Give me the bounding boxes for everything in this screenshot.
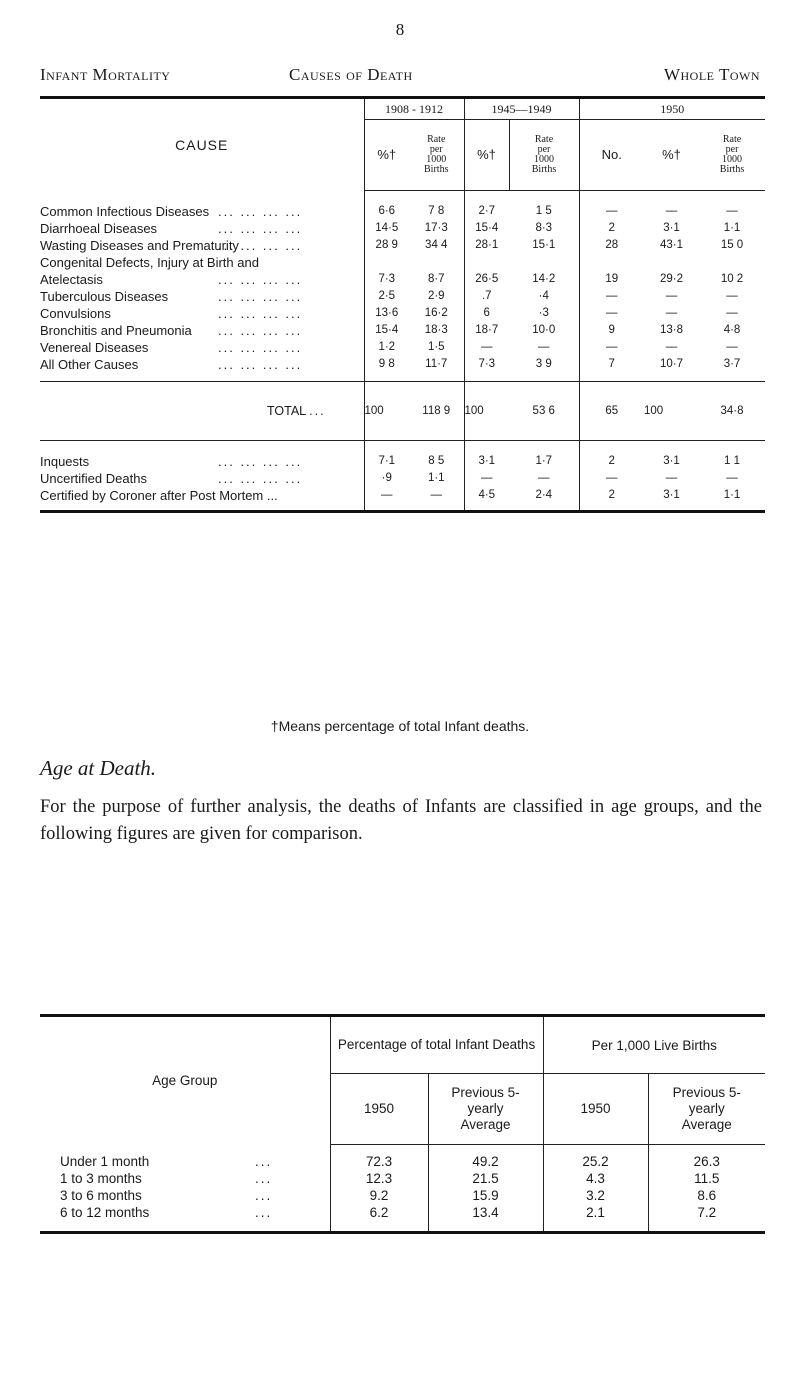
table-cell: 1·7 xyxy=(509,453,579,470)
table-cell: 34 4 xyxy=(409,237,464,254)
table-cell: 1 1 xyxy=(724,455,741,467)
table-cell: 3·1 xyxy=(478,455,496,467)
table-cell: 18·3 xyxy=(409,322,464,339)
table-cell xyxy=(364,254,409,271)
table-cell: 2.1 xyxy=(543,1204,648,1221)
table-cell: 28·1 xyxy=(475,239,499,251)
table-cell: ·3 xyxy=(509,305,579,322)
table-cell: — xyxy=(726,307,738,319)
table-cell xyxy=(409,254,464,271)
table-cell: 2·9 xyxy=(409,288,464,305)
table-cell xyxy=(644,254,699,271)
table-cell: 6.2 xyxy=(330,1204,428,1221)
table-cell: — xyxy=(726,290,738,302)
table-cell: 6 xyxy=(483,307,490,319)
table-cell xyxy=(579,254,644,271)
extra-rows xyxy=(40,453,765,504)
table-cell: ·4 xyxy=(509,288,579,305)
table-cell: — xyxy=(481,472,493,484)
table-cell: 10·0 xyxy=(509,322,579,339)
table-row xyxy=(40,1153,765,1170)
row-label: Congenital Defects, Injury at Birth and xyxy=(40,254,364,271)
table-cell: 7.2 xyxy=(697,1204,717,1220)
table-row xyxy=(40,322,765,339)
table-cell: 2 xyxy=(608,222,615,234)
age-group-header: Age Group xyxy=(40,1016,330,1145)
period-header-1908-1912: 1908 - 1912 xyxy=(364,98,464,120)
footnote: †Means percentage of total Infant deaths. xyxy=(270,718,530,734)
table-cell xyxy=(464,254,509,271)
row-label: Atelectasis ... ... ... ... xyxy=(40,271,364,288)
table-cell: — xyxy=(665,472,678,484)
table-cell: 19 xyxy=(605,273,619,285)
section-title: Age at Death. xyxy=(40,756,157,780)
table-cell: 72.3 xyxy=(330,1153,428,1170)
table-cell: 100 xyxy=(364,382,409,441)
table-cell: 8.6 xyxy=(697,1187,717,1203)
table-cell: — xyxy=(606,341,618,353)
table-cell: — xyxy=(606,205,618,217)
table-row xyxy=(40,1187,765,1204)
row-label: Convulsions ... ... ... ... xyxy=(40,305,364,322)
causes-of-death-table xyxy=(40,96,765,513)
table-cell: 7 xyxy=(608,358,615,370)
table-cell: — xyxy=(606,290,618,302)
table-cell: 4·8 xyxy=(723,324,741,336)
table-cell: .7 xyxy=(481,290,492,302)
table-cell: — xyxy=(665,341,678,353)
table-cell: 3 9 xyxy=(509,356,579,373)
table-row xyxy=(40,254,765,271)
table-cell: 7·3 xyxy=(378,273,396,285)
table-cell: 34·8 xyxy=(699,382,765,441)
rate-header: Rate per 1000 Births xyxy=(699,120,765,191)
heading-causes-of-death: Causes of Death xyxy=(289,65,413,84)
table-cell: 8·7 xyxy=(409,271,464,288)
age-rows xyxy=(40,1153,765,1221)
table-cell: — xyxy=(665,205,678,217)
table-cell: 49.2 xyxy=(428,1153,543,1170)
heading-whole-town: Whole Town xyxy=(663,65,760,84)
row-label: Certified by Coroner after Post Mortem ... xyxy=(40,487,364,504)
previous-average-header: Previous 5-yearly Average xyxy=(648,1074,765,1145)
table-cell: 7 8 xyxy=(409,203,464,220)
table-cell: — xyxy=(665,307,678,319)
table-cell: — xyxy=(606,472,618,484)
table-cell: — xyxy=(665,290,678,302)
table-row xyxy=(40,356,765,373)
table-cell: 15.9 xyxy=(428,1187,543,1204)
table-cell: 7·3 xyxy=(478,358,496,370)
total-label: TOTAL ... xyxy=(40,382,364,441)
table-cell: 1 5 xyxy=(509,203,579,220)
table-cell: 2·5 xyxy=(378,290,396,302)
table-cell: 118 9 xyxy=(409,382,464,441)
table-cell: 4.3 xyxy=(543,1170,648,1187)
period-header-1950: 1950 xyxy=(579,98,765,120)
year-1950-header: 1950 xyxy=(330,1074,428,1145)
row-label: Tuberculous Diseases ... ... ... ... xyxy=(40,288,364,305)
page-number: 8 xyxy=(395,20,405,39)
table-cell: 15·4 xyxy=(475,222,499,234)
table-cell: 14·2 xyxy=(509,271,579,288)
table-cell: — xyxy=(726,472,738,484)
table-cell: 2·7 xyxy=(478,205,496,217)
table-cell: 65 xyxy=(579,382,644,441)
table-cell: 2·4 xyxy=(509,487,579,504)
table-cell: 18·7 xyxy=(475,324,499,336)
table-cell: 16·2 xyxy=(409,305,464,322)
table-cell: — xyxy=(726,205,738,217)
table-cell: 43·1 xyxy=(659,239,684,251)
rate-header: Rate per 1000 Births xyxy=(509,120,579,191)
table-cell: 8 5 xyxy=(409,453,464,470)
table-cell: 3·1 xyxy=(663,455,680,467)
row-label: Inquests ... ... ... ... xyxy=(40,453,364,470)
row-label: Wasting Diseases and Prematurity ... ... ... ... xyxy=(40,237,364,254)
table-cell: 1·2 xyxy=(378,341,396,353)
table-cell: 25.2 xyxy=(543,1153,648,1170)
table-row xyxy=(40,220,765,237)
per-1000-header: Per 1,000 Live Births xyxy=(543,1016,765,1074)
section-paragraph: For the purpose of further analysis, the deaths of Infants are classified in age groups, and the following figures are given for comparison. xyxy=(40,797,762,844)
table-cell: 1·5 xyxy=(409,339,464,356)
table-row xyxy=(40,203,765,220)
pct-header: %† xyxy=(364,120,409,191)
table-cell: 26.3 xyxy=(693,1153,720,1169)
table-cell: 13.4 xyxy=(428,1204,543,1221)
table-cell: ·9 xyxy=(381,472,392,484)
table-cell: 8·3 xyxy=(509,220,579,237)
table-cell: 13·6 xyxy=(375,307,399,319)
table-cell: 1·1 xyxy=(723,222,741,234)
table-cell: 3·1 xyxy=(663,222,680,234)
age-group-label: 1 to 3 months ... xyxy=(40,1170,330,1187)
table-cell: 53 6 xyxy=(509,382,579,441)
table-cell: 28 xyxy=(605,239,619,251)
table-cell: 11·7 xyxy=(409,356,464,373)
period-header-1945-1949: 1945—1949 xyxy=(464,98,579,120)
table-cell: 15·1 xyxy=(509,237,579,254)
row-label: Uncertified Deaths ... ... ... ... xyxy=(40,470,364,487)
total-row xyxy=(40,382,765,441)
table-cell: 13·8 xyxy=(659,324,684,336)
rate-header: Rate per 1000 Births xyxy=(409,120,464,191)
age-group-table xyxy=(40,1014,765,1234)
pct-header: %† xyxy=(464,120,509,191)
year-1950-header: 1950 xyxy=(543,1074,648,1145)
table-cell: 6·6 xyxy=(378,205,396,217)
table-row xyxy=(40,339,765,356)
table-row xyxy=(40,271,765,288)
age-group-label: 6 to 12 months ... xyxy=(40,1204,330,1221)
table-cell: — xyxy=(409,487,464,504)
table-cell: 17·3 xyxy=(409,220,464,237)
row-label: Venereal Diseases ... ... ... ... xyxy=(40,339,364,356)
row-label: Common Infectious Diseases ... ... ... ... xyxy=(40,203,364,220)
pct-deaths-header: Percentage of total Infant Deaths xyxy=(330,1016,543,1074)
table-cell: 10·7 xyxy=(659,358,684,370)
table-cell: 14·5 xyxy=(375,222,399,234)
table-cell: 3·1 xyxy=(663,489,680,501)
pct-header: %† xyxy=(644,120,699,191)
table-cell: 100 xyxy=(464,382,509,441)
table-cell: 7·1 xyxy=(378,455,396,467)
table-row xyxy=(40,1204,765,1221)
table-cell: 2 xyxy=(608,455,615,467)
table-cell: 12.3 xyxy=(330,1170,428,1187)
table-cell: — xyxy=(606,307,618,319)
table-cell xyxy=(699,254,765,271)
table-row xyxy=(40,237,765,254)
previous-average-header: Previous 5-yearly Average xyxy=(428,1074,543,1145)
table-row xyxy=(40,487,765,504)
table-cell: — xyxy=(726,341,738,353)
age-group-label: Under 1 month ... xyxy=(40,1153,330,1170)
table-row xyxy=(40,453,765,470)
table-cell: 15·4 xyxy=(375,324,399,336)
table-cell: 3·7 xyxy=(723,358,741,370)
page-heading xyxy=(40,65,760,91)
table-cell: 1·1 xyxy=(723,489,741,501)
row-label: All Other Causes ... ... ... ... xyxy=(40,356,364,373)
table-cell: 9 8 xyxy=(378,358,395,370)
age-group-label: 3 to 6 months ... xyxy=(40,1187,330,1204)
table-row xyxy=(40,470,765,487)
cause-column-header: CAUSE xyxy=(40,98,364,191)
cause-rows xyxy=(40,203,765,373)
table-cell: 11.5 xyxy=(694,1170,720,1186)
number-header: No. xyxy=(579,120,644,191)
table-cell: 4·5 xyxy=(478,489,496,501)
table-cell: — xyxy=(381,489,393,501)
table-cell: 10 2 xyxy=(720,273,744,285)
table-cell: 21.5 xyxy=(428,1170,543,1187)
row-label: Diarrhoeal Diseases ... ... ... ... xyxy=(40,220,364,237)
table-cell: 29·2 xyxy=(659,273,684,285)
table-row xyxy=(40,288,765,305)
table-row xyxy=(40,1170,765,1187)
table-cell: 28 9 xyxy=(375,239,398,251)
table-row xyxy=(40,305,765,322)
row-label: Bronchitis and Pneumonia ... ... ... ... xyxy=(40,322,364,339)
table-cell: — xyxy=(481,341,493,353)
table-cell: 26·5 xyxy=(475,273,499,285)
table-cell xyxy=(509,254,579,271)
table-cell: 100 xyxy=(644,382,699,441)
heading-infant-mortality: Infant Mortality xyxy=(40,65,171,84)
table-cell: 15 0 xyxy=(720,239,744,251)
table-cell: 2 xyxy=(608,489,615,501)
table-cell: 1·1 xyxy=(409,470,464,487)
table-cell: 9 xyxy=(608,324,615,336)
table-cell: — xyxy=(509,339,579,356)
table-cell: — xyxy=(509,470,579,487)
table-cell: 3.2 xyxy=(543,1187,648,1204)
table-cell: 9.2 xyxy=(330,1187,428,1204)
